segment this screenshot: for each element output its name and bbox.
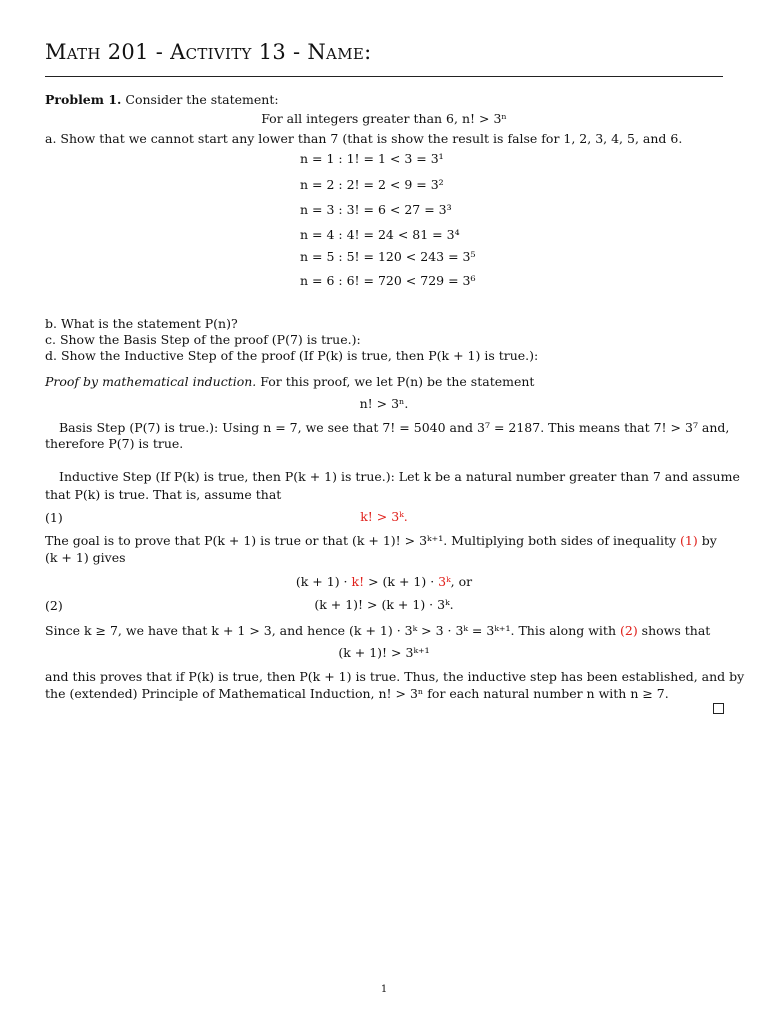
basis-step-line1: Basis Step (P(7) is true.): Using n = 7, we see that 7! = 5040 and 3⁷ = 2187. This means that 7! > 3⁷ and, xyxy=(59,420,730,435)
inductive-step-line2: that P(k) is true. That is, assume that xyxy=(45,487,282,502)
goal-line1 xyxy=(45,533,717,548)
page-title: Math 201 - Activity 13 - Name: xyxy=(45,40,372,64)
equation-2-tag: (2) xyxy=(45,598,63,613)
title-rule xyxy=(45,76,723,77)
equation-n3: n = 3 : 3! = 6 < 27 = 3³ xyxy=(300,202,452,217)
inductive-step-line1: Inductive Step (If P(k) is true, then P(k + 1) is true.): Let k be a natural number greater than 7 and assume xyxy=(59,469,740,484)
since-line xyxy=(45,623,710,638)
problem-label: Problem 1. xyxy=(45,92,122,107)
qed-square-icon xyxy=(713,703,724,714)
equation-1-reference-link[interactable]: (1) xyxy=(680,533,698,548)
mult-text-c: , or xyxy=(450,574,473,589)
part-a: a. Show that we cannot start any lower than 7 (that is show the result is false for 1, 2, 3, 4, 5, and 6. xyxy=(45,131,683,146)
since-text-a: Since k ≥ 7, we have that k + 1 > 3, and hence (k + 1) · 3ᵏ > 3 · 3ᵏ = 3ᵏ⁺¹. This along with xyxy=(45,623,620,638)
proof-heading: Proof by mathematical induction. xyxy=(45,374,257,389)
multiplied-inequality xyxy=(45,574,723,589)
goal-text-b: by xyxy=(697,533,717,548)
mult-factorial-red: k! xyxy=(351,574,365,589)
basis-step-line2: therefore P(7) is true. xyxy=(45,436,184,451)
equation-n4: n = 4 : 4! = 24 < 81 = 3⁴ xyxy=(300,227,460,242)
conclusion-line2: the (extended) Principle of Mathematical Induction, n! > 3ⁿ for each natural number n with n ≥ 7. xyxy=(45,686,669,701)
proof-intro xyxy=(45,374,534,389)
since-text-b: shows that xyxy=(637,623,711,638)
equation-n6: n = 6 : 6! = 720 < 729 = 3⁶ xyxy=(300,273,476,288)
part-d: d. Show the Inductive Step of the proof (If P(k) is true, then P(k + 1) is true.): xyxy=(45,348,539,363)
equation-2-reference-link[interactable]: (2) xyxy=(619,623,638,638)
statement-equation: n! > 3ⁿ. xyxy=(359,396,409,411)
problem-intro: Consider the statement: xyxy=(125,92,279,107)
mult-text-b: > (k + 1) · xyxy=(364,574,439,589)
mult-power-red: 3ᵏ xyxy=(438,574,451,589)
problem-intro-line xyxy=(45,92,279,107)
proof-intro-text: For this proof, we let P(n) be the statement xyxy=(256,374,535,389)
equation-n2: n = 2 : 2! = 2 < 9 = 3² xyxy=(300,177,444,192)
conclusion-line1: and this proves that if P(k) is true, then P(k + 1) is true. Thus, the inductive step has been established, and by xyxy=(45,669,745,684)
equation-1: k! > 3ᵏ. xyxy=(360,509,408,524)
goal-text-a: The goal is to prove that P(k + 1) is true or that (k + 1)! > 3ᵏ⁺¹. Multiplying both sides of inequality xyxy=(45,533,681,548)
page-number: 1 xyxy=(380,984,388,995)
equation-n5: n = 5 : 5! = 120 < 243 = 3⁵ xyxy=(300,249,476,264)
goal-line2: (k + 1) gives xyxy=(45,550,126,565)
equation-1-tag: (1) xyxy=(45,510,63,525)
problem-statement: For all integers greater than 6, n! > 3ⁿ xyxy=(261,111,507,126)
final-inequality: (k + 1)! > 3ᵏ⁺¹ xyxy=(338,645,430,660)
equation-n1: n = 1 : 1! = 1 < 3 = 3¹ xyxy=(300,151,444,166)
mult-text-a: (k + 1) · xyxy=(295,574,352,589)
equation-2: (k + 1)! > (k + 1) · 3ᵏ. xyxy=(314,597,454,612)
part-c: c. Show the Basis Step of the proof (P(7) is true.): xyxy=(45,332,361,347)
part-b: b. What is the statement P(n)? xyxy=(45,316,238,331)
